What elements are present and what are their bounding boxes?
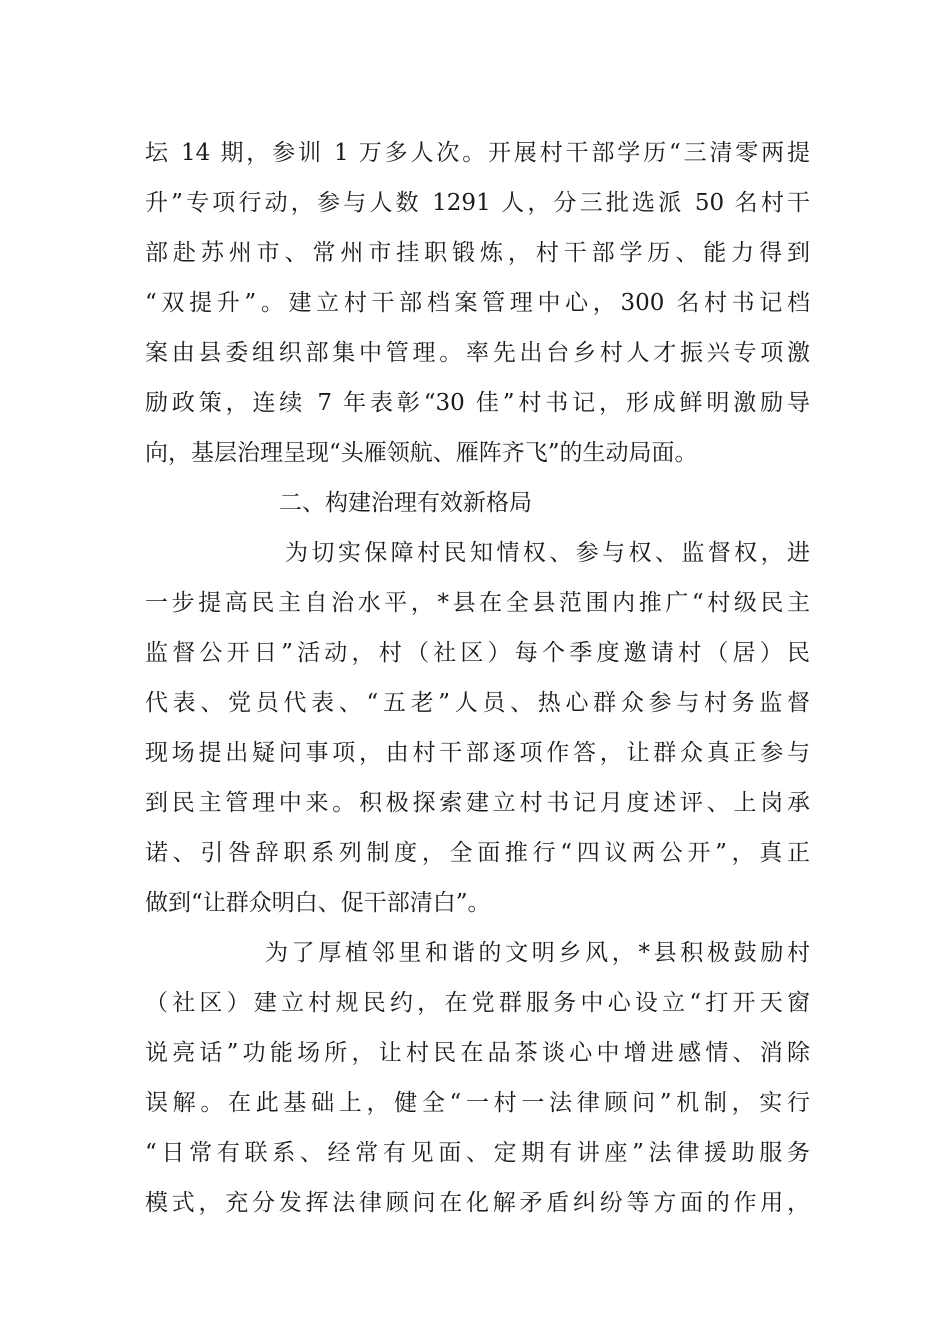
paragraph-3 [145,928,810,1228]
paragraph-1-line: 升”专项行动，参与人数 1291 人，分三批选派 50 名村干 [145,190,810,216]
document-body [145,128,810,1228]
paragraph-2-line: 现场提出疑问事项，由村干部逐项作答，让群众真正参与 [145,740,810,766]
section-heading: 二、构建治理有效新格局 [279,490,532,516]
paragraph-2-line: 监督公开日”活动，村（社区）每个季度邀请村（居）民 [145,640,810,666]
paragraph-1 [145,128,810,478]
paragraph-1-line: 向，基层治理呈现“头雁领航、雁阵齐飞”的生动局面。 [145,440,698,466]
paragraph-1-line: 坛 14 期，参训 1 万多人次。开展村干部学历“三清零两提 [145,140,810,166]
paragraph-2-line: 一步提高民主自治水平，*县在全县范围内推广“村级民主 [145,590,810,616]
paragraph-2-line: 做到“让群众明白、促干部清白”。 [145,890,491,916]
paragraph-3-line: 误解。在此基础上，健全“一村一法律顾问”机制，实行 [145,1090,810,1116]
paragraph-2-line: 诺、引咎辞职系列制度，全面推行“四议两公开”，真正 [145,840,810,866]
paragraph-3-line: 为了厚植邻里和谐的文明乡风，*县积极鼓励村 [265,940,810,966]
paragraph-2 [145,528,810,928]
paragraph-2-line: 为切实保障村民知情权、参与权、监督权，进 [285,540,810,566]
paragraph-3-line: 模式，充分发挥法律顾问在化解矛盾纠纷等方面的作用， [145,1190,810,1216]
paragraph-2-line: 到民主管理中来。积极探索建立村书记月度述评、上岗承 [145,790,810,816]
paragraph-3-line: （社区）建立村规民约，在党群服务中心设立“打开天窗 [145,990,810,1016]
paragraph-1-line: 励政策，连续 7 年表彰“30 佳”村书记，形成鲜明激励导 [145,390,810,416]
paragraph-2-line: 代表、党员代表、“五老”人员、热心群众参与村务监督 [145,690,810,716]
paragraph-3-line: “日常有联系、经常有见面、定期有讲座”法律援助服务 [145,1140,810,1166]
paragraph-1-line: 部赴苏州市、常州市挂职锻炼，村干部学历、能力得到 [145,240,810,266]
paragraph-1-line: 案由县委组织部集中管理。率先出台乡村人才振兴专项激 [145,340,810,366]
paragraph-1-line: “双提升”。建立村干部档案管理中心，300 名村书记档 [145,290,810,316]
paragraph-3-line: 说亮话”功能场所，让村民在品茶谈心中增进感情、消除 [145,1040,810,1066]
